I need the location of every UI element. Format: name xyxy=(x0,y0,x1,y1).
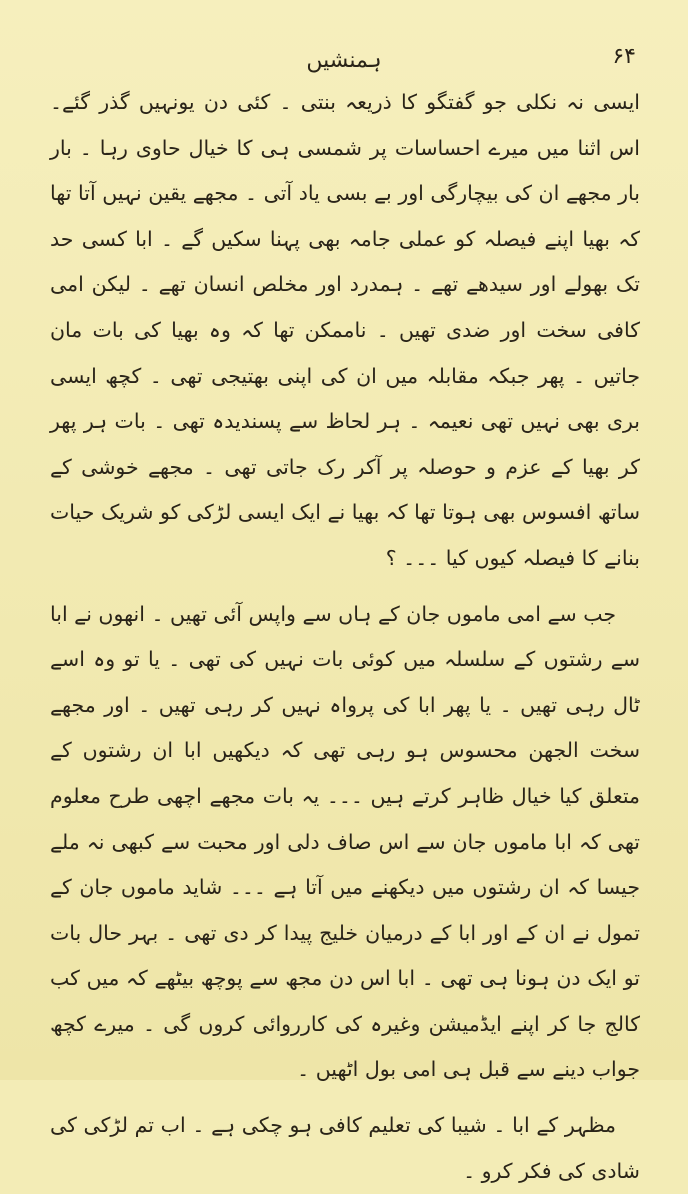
paragraph: جب سے امی ماموں جان کے ہاں سے واپس آئی تھیں ۔ انھوں نے ابا سے رشتوں کے سلسلہ میں کوئی بات نہیں کی تھی ۔ یا تو وہ اسے ٹال رہی تھیں ۔ یا پھر ابا کی پرواہ نہیں کر رہی تھیں ۔ اور مجھے سخت الجھن محسوس ہو رہی تھی کہ دیکھیں ابا ان رشتوں کے متعلق کیا خیال ظاہر کرتے ہیں ۔۔۔ یہ بات مجھے اچھی طرح معلوم تھی کہ ابا ماموں جان سے اس صاف دلی اور محبت سے کبھی نہ ملے جیسا کہ ان رشتوں میں دیکھنے میں آتا ہے ۔۔۔ شاید ماموں جان کے تمول نے ان کے اور ابا کے درمیان خلیج پیدا کر دی تھی ۔ بہر حال بات تو ایک دن ہونا ہی تھی ۔ ابا اس دن مجھ سے پوچھ بیٹھے کہ میں کب کالج جا کر اپنے ایڈمیشن وغیرہ کی کارروائی کروں گی ۔ میرے کچھ جواب دینے سے قبل ہی امی بول اٹھیں ۔ xyxy=(50,601,640,1082)
paragraph: مظہر کے ابا ۔ شیبا کی تعلیم کافی ہو چکی ہے ۔ اب تم لڑکی کی شادی کی فکر کرو ۔ xyxy=(50,1113,640,1183)
paragraph: ایسی نہ نکلی جو گفتگو کا ذریعہ بنتی ۔ کئی دن یونہیں گذر گئے۔ اس اثنا میں میرے احساسات پر شمسی ہی کا خیال حاوی رہا ۔ بار بار مجھے ان کی بیچارگی اور بے بسی یاد آتی ۔ مجھے یقین نہیں آتا تھا کہ بھیا اپنے فیصلہ کو عملی جامہ بھی پہنا سکیں گے ۔ ابا کسی حد تک بھولے اور سیدھے تھے ۔ ہمدرد اور مخلص انسان تھے ۔ لیکن امی کافی سخت اور ضدی تھیں ۔ ناممکن تھا کہ وہ بھیا کی بات مان جاتیں ۔ پھر جبکہ مقابلہ میں ان کی اپنی بھتیجی تھی ۔ کچھ ایسی بری بھی نہیں تھی نعیمہ ۔ ہر لحاظ سے پسندیدہ تھی ۔ بات ہر پھر کر بھیا کے عزم و حوصلہ پر آکر رک جاتی تھی ۔ مجھے خوشی کے ساتھ افسوس بھی ہوتا تھا کہ بھیا نے ایک ایسی لڑکی کو شریک حیات بنانے کا فیصلہ کیوں کیا ۔۔۔ ؟ xyxy=(50,90,640,570)
body-text xyxy=(50,80,640,1183)
page-header xyxy=(0,42,688,82)
page-number: ۶۴ xyxy=(612,44,636,69)
running-title: ہمنشیں xyxy=(306,48,382,73)
